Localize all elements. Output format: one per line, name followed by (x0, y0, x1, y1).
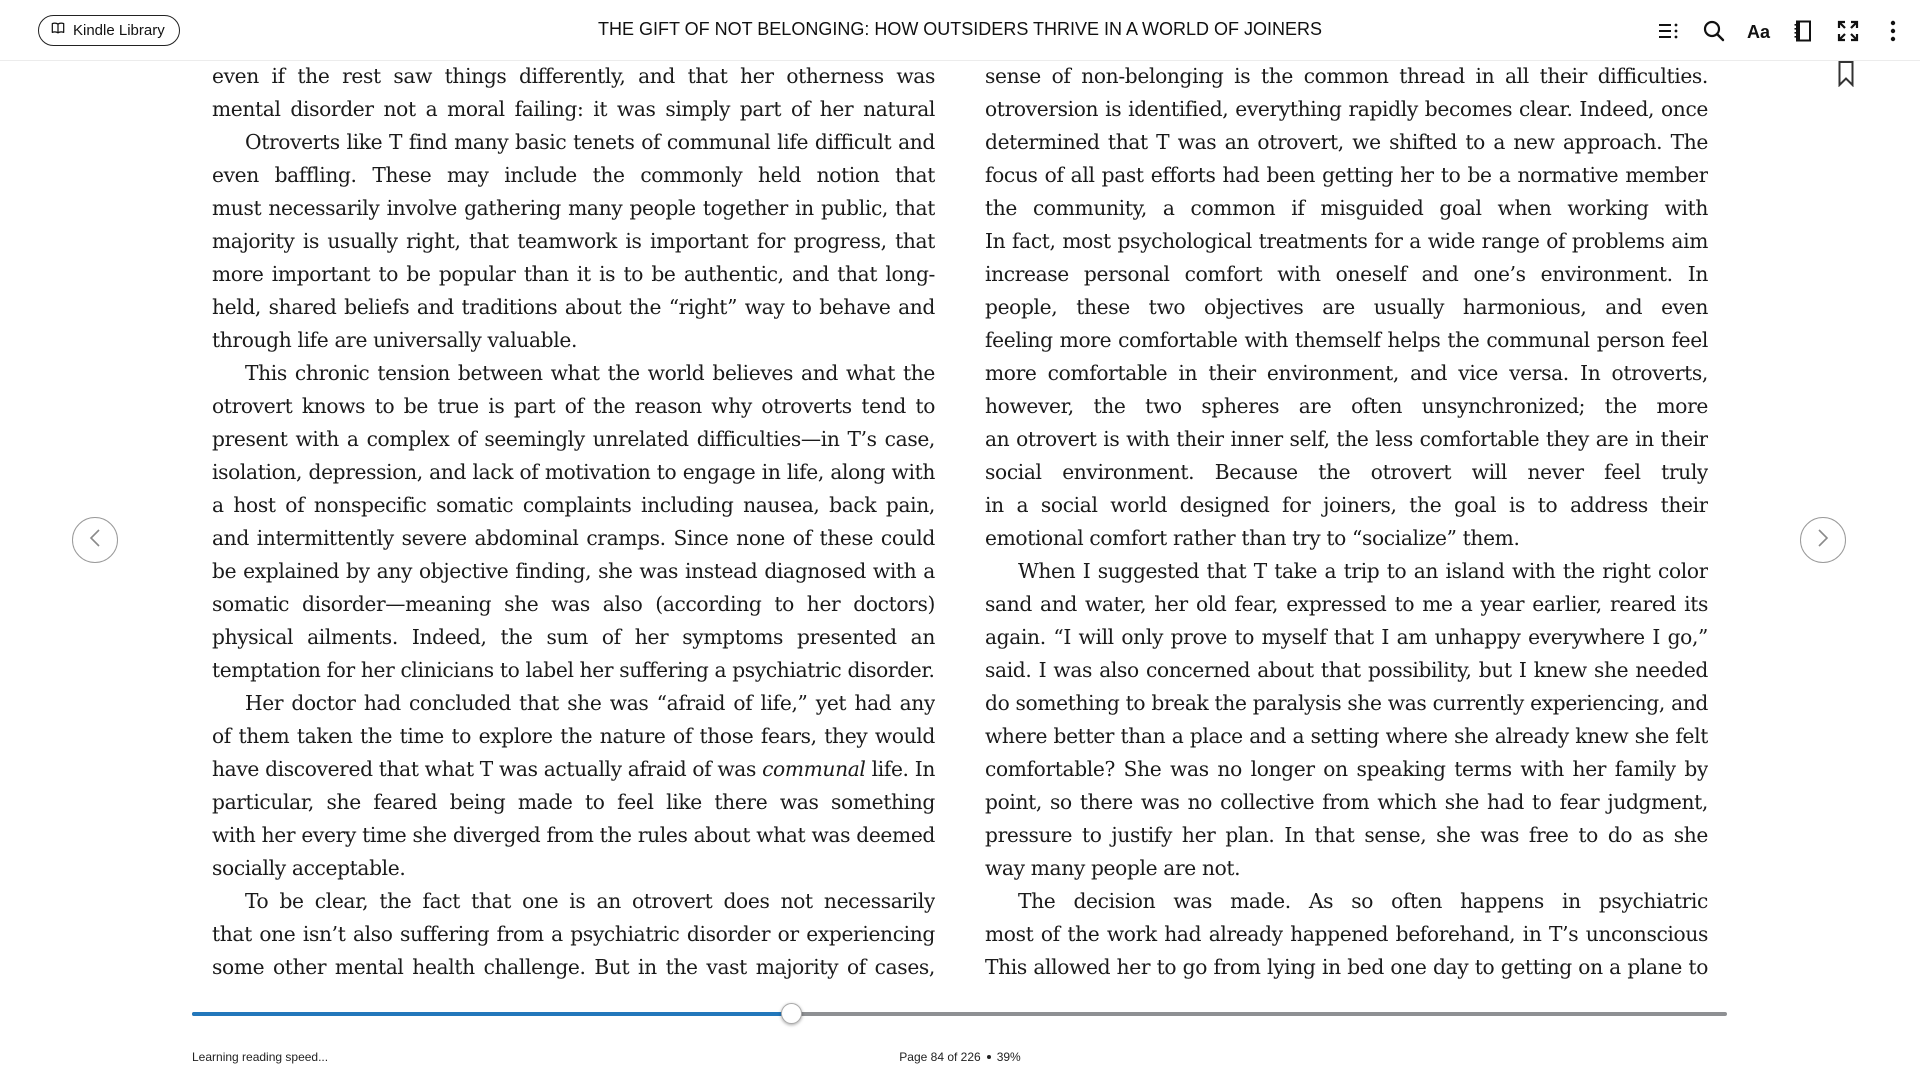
svg-text:Aa: Aa (1747, 22, 1771, 41)
text-line-content: do something to break the paralysis she was currently experiencing, and (985, 691, 1708, 715)
text-line-content: have discovered that what T was actually afraid of was (212, 757, 763, 781)
text-line-content: with her every time she diverged from the rules about what was deemed (212, 823, 935, 847)
text-line-content: through life are universally valuable. (212, 328, 578, 352)
text-line (985, 819, 1708, 852)
text-line (985, 885, 1708, 918)
text-line (212, 60, 935, 93)
text-line-content: more important to be popular than it is to be authentic, and that long- (212, 262, 935, 286)
kindle-library-label: Kindle Library (73, 22, 165, 39)
text-line (985, 159, 1708, 192)
text-line (985, 126, 1708, 159)
text-line (212, 258, 935, 291)
text-line (985, 456, 1708, 489)
text-line-content: social environment. Because the otrovert will never feel truly (985, 460, 1708, 484)
text-line (212, 291, 935, 324)
text-line (985, 753, 1708, 786)
text-line-content: even if the rest saw things differently, and that her otherness was (212, 64, 935, 88)
text-line-content: sand and water, her old fear, expressed to me a year earlier, reared its (985, 592, 1708, 616)
text-line-content: temptation for her clinicians to label her suffering a psychiatric disorder. (212, 658, 935, 682)
text-line-content: Otroverts like T find many basic tenets of communal life difficult and (245, 130, 935, 154)
text-line-content: sense of non-belonging is the common thread in all their difficulties. (985, 64, 1708, 88)
text-line-content: an otrovert is with their inner self, the less comfortable they are in their (985, 427, 1708, 451)
text-line (212, 225, 935, 258)
text-line-content: When I suggested that T take a trip to an island with the right color (1018, 559, 1708, 583)
text-line (985, 324, 1708, 357)
bookmark-button[interactable] (1838, 61, 1854, 87)
text-line-content: otroversion is identified, everything rapidly becomes clear. Indeed, once (985, 97, 1708, 121)
text-line-content: point, so there was no collective from which she had to fear judgment, (985, 790, 1708, 814)
text-line-content: more comfortable in their environment, and vice versa. In otroverts, (985, 361, 1708, 385)
text-line-content: even baffling. These may include the commonly held notion that (212, 163, 935, 187)
previous-page-button[interactable] (72, 517, 118, 563)
text-line (985, 390, 1708, 423)
text-line (212, 555, 935, 588)
table-of-contents-icon (1658, 22, 1680, 40)
text-line (212, 918, 935, 951)
text-line-content: socially acceptable. (212, 856, 406, 880)
font-settings-icon (1747, 21, 1771, 41)
notebook-button[interactable] (1786, 14, 1820, 48)
text-line (212, 192, 935, 225)
text-line-content: life. In (865, 757, 935, 781)
text-line (212, 819, 935, 852)
font-settings-button[interactable] (1742, 14, 1776, 48)
text-line (212, 390, 935, 423)
text-line-content: physical ailments. Indeed, the sum of her symptoms presented an (212, 625, 935, 649)
text-line-content: present with a complex of seemingly unrelated difficulties—in T’s case, (212, 427, 935, 451)
text-line (985, 192, 1708, 225)
text-line (212, 654, 935, 687)
text-line (212, 93, 935, 126)
left-page-text (212, 60, 935, 984)
text-line-content: that one isn’t also suffering from a psychiatric disorder or experiencing (212, 922, 935, 946)
text-line (985, 225, 1708, 258)
text-line-content: majority is usually right, that teamwork is important for progress, that (212, 229, 935, 253)
text-line-content: This allowed her to go from lying in bed one day to getting on a plane to (985, 955, 1708, 979)
text-line (985, 258, 1708, 291)
text-line-content: again. “I will only prove to myself that I am unhappy everywhere I go,” (985, 625, 1708, 649)
text-line (212, 621, 935, 654)
text-line (985, 654, 1708, 687)
text-line (212, 588, 935, 621)
text-line (212, 489, 935, 522)
text-line (212, 324, 935, 357)
search-icon (1703, 20, 1725, 42)
text-line-content: somatic disorder—meaning she was also (according to her doctors) (212, 592, 935, 616)
text-line-content: some other mental health challenge. But in the vast majority of cases, (212, 955, 935, 979)
text-line-content: determined that T was an otrovert, we shifted to a new approach. The (985, 130, 1708, 154)
text-line-content: To be clear, the fact that one is an otrovert does not necessarily (245, 889, 935, 913)
bookmark-icon (1838, 74, 1854, 91)
text-line-content: held, shared beliefs and traditions about the “right” way to behave and (212, 295, 935, 319)
text-line (212, 159, 935, 192)
text-line (985, 423, 1708, 456)
text-line-content: feeling more comfortable with themself helps the communal person feel (985, 328, 1708, 352)
text-line-content: in a social world designed for joiners, the goal is to address their (985, 493, 1708, 517)
percent-read-label: 39% (996, 1050, 1021, 1064)
text-line (212, 456, 935, 489)
text-line (985, 687, 1708, 720)
text-line-content: increase personal comfort with oneself and one’s environment. In (985, 262, 1708, 286)
text-line (212, 753, 935, 786)
text-line-content: emotional comfort rather than try to “socialize” them. (985, 526, 1520, 550)
text-line (212, 423, 935, 456)
text-line-content: where better than a place and a setting where she already knew she felt (985, 724, 1708, 748)
text-line-content: comfortable? She was no longer on speaking terms with her family by (985, 757, 1708, 781)
text-line (985, 852, 1708, 885)
italic-emphasis: communal (762, 757, 866, 781)
more-options-icon (1889, 20, 1897, 42)
text-line (985, 555, 1708, 588)
text-line-content: must necessarily involve gathering many people together in public, that (212, 196, 935, 220)
text-line-content: isolation, depression, and lack of motivation to engage in life, along with (212, 460, 935, 484)
separator-dot (987, 1055, 991, 1059)
reading-progress-slider[interactable] (192, 1009, 1727, 1021)
text-line-content: mental disorder not a moral failing: it was simply part of her natural (212, 97, 935, 121)
text-line-content: particular, she feared being made to feel like there was something (212, 790, 935, 814)
text-line-content: a host of nonspecific somatic complaints including nausea, back pain, (212, 493, 935, 517)
text-line (212, 951, 935, 984)
text-line-content: The decision was made. As so often happens in psychiatric (1018, 889, 1708, 913)
text-line-content: This chronic tension between what the world believes and what the (245, 361, 935, 385)
reading-speed-status: Learning reading speed... (192, 1050, 329, 1064)
text-line (985, 951, 1708, 984)
text-line-content: however, the two spheres are often unsynchronized; the more (985, 394, 1708, 418)
text-line-content: In fact, most psychological treatments for a wide range of problems aim (985, 229, 1708, 253)
text-line (212, 357, 935, 390)
text-line (985, 720, 1708, 753)
book-title: THE GIFT OF NOT BELONGING: HOW OUTSIDERS THRIVE IN A WORLD OF JOINERS (597, 19, 1323, 39)
table-of-contents-button[interactable] (1652, 14, 1686, 48)
more-options-button[interactable] (1876, 14, 1910, 48)
text-line (212, 522, 935, 555)
text-line-content: most of the work had already happened beforehand, in T’s unconscious (985, 922, 1708, 946)
text-line-content: of them taken the time to explore the nature of those fears, they would (212, 724, 935, 748)
chevron-left-icon (88, 528, 102, 553)
text-line-content: people, these two objectives are usually harmonious, and even (985, 295, 1708, 319)
text-line-content: and intermittently severe abdominal cramps. Since none of these could (212, 526, 935, 550)
text-line (212, 786, 935, 819)
text-line (985, 621, 1708, 654)
search-button[interactable] (1697, 14, 1731, 48)
text-line (985, 522, 1708, 555)
text-line-content: be explained by any objective finding, she was instead diagnosed with a (212, 559, 935, 583)
text-line (985, 291, 1708, 324)
text-line-content: otrovert knows to be true is part of the reason why otroverts tend to (212, 394, 935, 418)
text-line (985, 93, 1708, 126)
fullscreen-icon (1837, 20, 1859, 42)
text-line-content: said. I was also concerned about that possibility, but I knew she needed (985, 658, 1708, 682)
text-line (985, 60, 1708, 93)
text-line (985, 588, 1708, 621)
text-line-content: way many people are not. (985, 856, 1241, 880)
page-location (0, 1050, 1920, 1064)
text-line (985, 918, 1708, 951)
page-number-label: Page 84 of 226 (899, 1050, 981, 1064)
progress-fill (192, 1012, 791, 1016)
text-line (212, 720, 935, 753)
notebook-icon (1793, 20, 1813, 42)
fullscreen-button[interactable] (1831, 14, 1865, 48)
text-line (212, 852, 935, 885)
next-page-button[interactable] (1800, 517, 1846, 563)
chevron-right-icon (1816, 528, 1830, 553)
text-line-content: the community, a common if misguided goal when working with (985, 196, 1708, 220)
text-line (985, 489, 1708, 522)
progress-thumb[interactable] (781, 1003, 802, 1024)
right-page-text (985, 60, 1708, 984)
text-line-content: pressure to justify her plan. In that sense, she was free to do as she (985, 823, 1708, 847)
text-line (985, 357, 1708, 390)
text-line (212, 885, 935, 918)
text-line-content: Her doctor had concluded that she was “afraid of life,” yet had any (245, 691, 935, 715)
text-line-content: focus of all past efforts had been getting her to be a normative member (985, 163, 1708, 187)
reader-header (0, 0, 1920, 61)
text-line (985, 786, 1708, 819)
text-line (212, 126, 935, 159)
text-line (212, 687, 935, 720)
